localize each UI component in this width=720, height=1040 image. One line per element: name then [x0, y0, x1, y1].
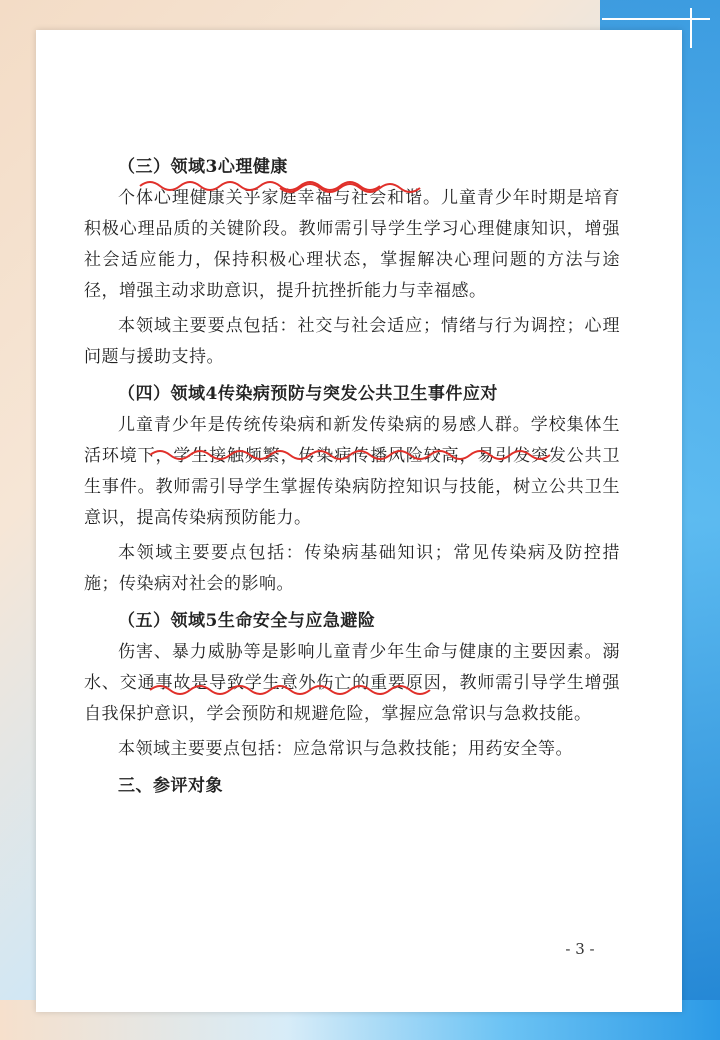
- corner-decoration-line: [602, 18, 710, 20]
- document-body: [84, 152, 620, 802]
- paragraph: 本领域主要要点包括：传染病基础知识；常见传染病及防控措施；传染病对社会的影响。: [84, 543, 620, 594]
- paragraph: 本领域主要要点包括：应急常识与急救技能；用药安全等。: [118, 739, 573, 759]
- paragraph: 本领域主要要点包括：社交与社会适应；情绪与行为调控；心理问题与援助支持。: [84, 316, 620, 367]
- corner-decoration-line: [690, 8, 692, 48]
- section-heading-3: （三）领域3心理健康: [118, 157, 288, 177]
- page-number: - 3 -: [565, 940, 595, 958]
- main-heading-3: 三、参评对象: [118, 776, 223, 796]
- section-heading-5: （五）领域5生命安全与应急避险: [118, 611, 376, 631]
- paragraph: 伤害、暴力威胁等是影响儿童青少年生命与健康的主要因素。溺水、交通事故是导致学生意外伤亡的重要原因，教师需引导学生增强自我保护意识，学会预防和规避危险，掌握应急常识与急救技能。: [84, 642, 620, 724]
- paragraph: 个体心理健康关乎家庭幸福与社会和谐。儿童青少年时期是培育积极心理品质的关键阶段。教师需引导学生学习心理健康知识，增强社会适应能力，保持积极心理状态，掌握解决心理问题的方法与途径，增强主动求助意识，提升抗挫折能力与幸福感。: [84, 188, 620, 301]
- paragraph: 儿童青少年是传统传染病和新发传染病的易感人群。学校集体生活环境下，学生接触频繁，传染病传播风险较高，易引发突发公共卫生事件。教师需引导学生掌握传染病防控知识与技能，树立公共卫生意识，提高传染病预防能力。: [84, 415, 620, 528]
- section-heading-4: （四）领域4传染病预防与突发公共卫生事件应对: [118, 384, 498, 404]
